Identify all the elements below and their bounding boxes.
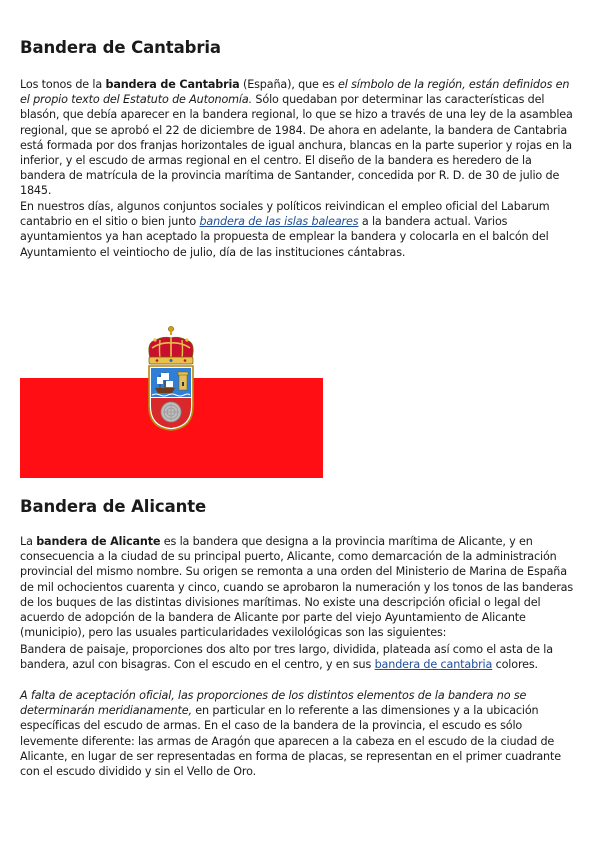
heading-alicante: Bandera de Alicante [20,497,207,516]
link-bandera-baleares[interactable]: bandera de las islas baleares [199,215,359,229]
bold-bandera-cantabria: bandera de Cantabria [105,78,240,91]
paragraph-alicante-3: A falta de aceptación oficial, las proporciones de los distintos elementos de la bandera no se determinarán meridianamente, en particular en lo referente a las dimensiones y a la ubicación específicas del escudo de armas. En el caso de la bandera de la provincia, el escudo es sólo levemente diferente: las armas de Aragón que aparecen a la cabeza en el escudo de la ciudad de Alicante, en lugar de ser representadas en forma de placas, se representan en el primer cuadrante con el escudo dividido y sin el Vello de Oro. [20,689,561,779]
link-bandera-cantabria[interactable]: bandera de cantabria [374,658,493,672]
italic-falta-aceptacion: A falta de aceptación oficial, las proporciones de los distintos elementos de la bandera no se determinarán meridianamente, [20,689,527,718]
stela-icon [161,402,181,422]
paragraph-cantabria-1: Los tonos de la bandera de Cantabria (España), que es el símbolo de la región, están definidos en el propio texto del Estatuto de Autonomía. Sólo quedaban por determinar las características del blasón, que debía aparecer en la bandera regional, lo que se hizo a través de una ley de la asamblea regional, que se aprobó el 22 de diciembre de 1984. De ahora en adelante, la bandera de Cantabria está formada por dos franjas horizontales de igual anchura, blancas en la parte superior y rojas en la inferior, y el escudo de armas regional en el centro. El diseño de la bandera es heredero de la bandera de matrícula de la provincia marítima de Santander, concedida por R. D. de 30 de julio de 1845. [20,78,573,198]
coat-of-arms-icon [142,324,200,432]
bold-bandera-alicante: bandera de Alicante [36,535,161,548]
paragraph-cantabria-2: En nuestros días, algunos conjuntos sociales y políticos reivindican el empleo oficial del Labarum cantabrio en el sitio o bien junto bandera de las islas baleares a la bandera actual. Varios ayuntamientos ya han aceptado la propuesta de emplear la bandera y colocarla en el balcón del Ayuntamiento el veintiocho de julio, día de las instituciones cántabras. [20,200,550,259]
crown-icon [149,326,193,364]
cantabria-flag-image [20,318,323,480]
heading-cantabria: Bandera de Cantabria [20,38,221,57]
italic-estatuto: el símbolo de la región, están definidos en el propio texto del Estatuto de Autonomía. [20,78,570,107]
ship-and-tower-icon [151,368,191,397]
paragraph-alicante-1: La bandera de Alicante es la bandera que designa a la provincia marítima de Alicante, y en consecuencia a la ciudad de su principal puerto, Alicante, como demarcación de la administración provincial del mismo nombre. Su origen se remonta a una orden del Ministerio de Marina de España de mil ochocientos cuarenta y cinco, cuando se aprobaron la numeración y los tonos de las banderas de los buques de las distintas divisiones marítimas. No existe una descripción oficial o legal del acuerdo de adopción de la bandera de Alicante por parte del viejo Ayuntamiento de Alicante (municipio), pero las usuales particularidades vexilológicas son las siguientes: [20,535,574,640]
paragraph-alicante-2: Bandera de paisaje, proporciones dos alto por tres largo, dividida, plateada así como el asta de la bandera, azul con bisagras. Con el escudo en el centro, y en sus bandera de cantabria colores. [20,643,553,672]
